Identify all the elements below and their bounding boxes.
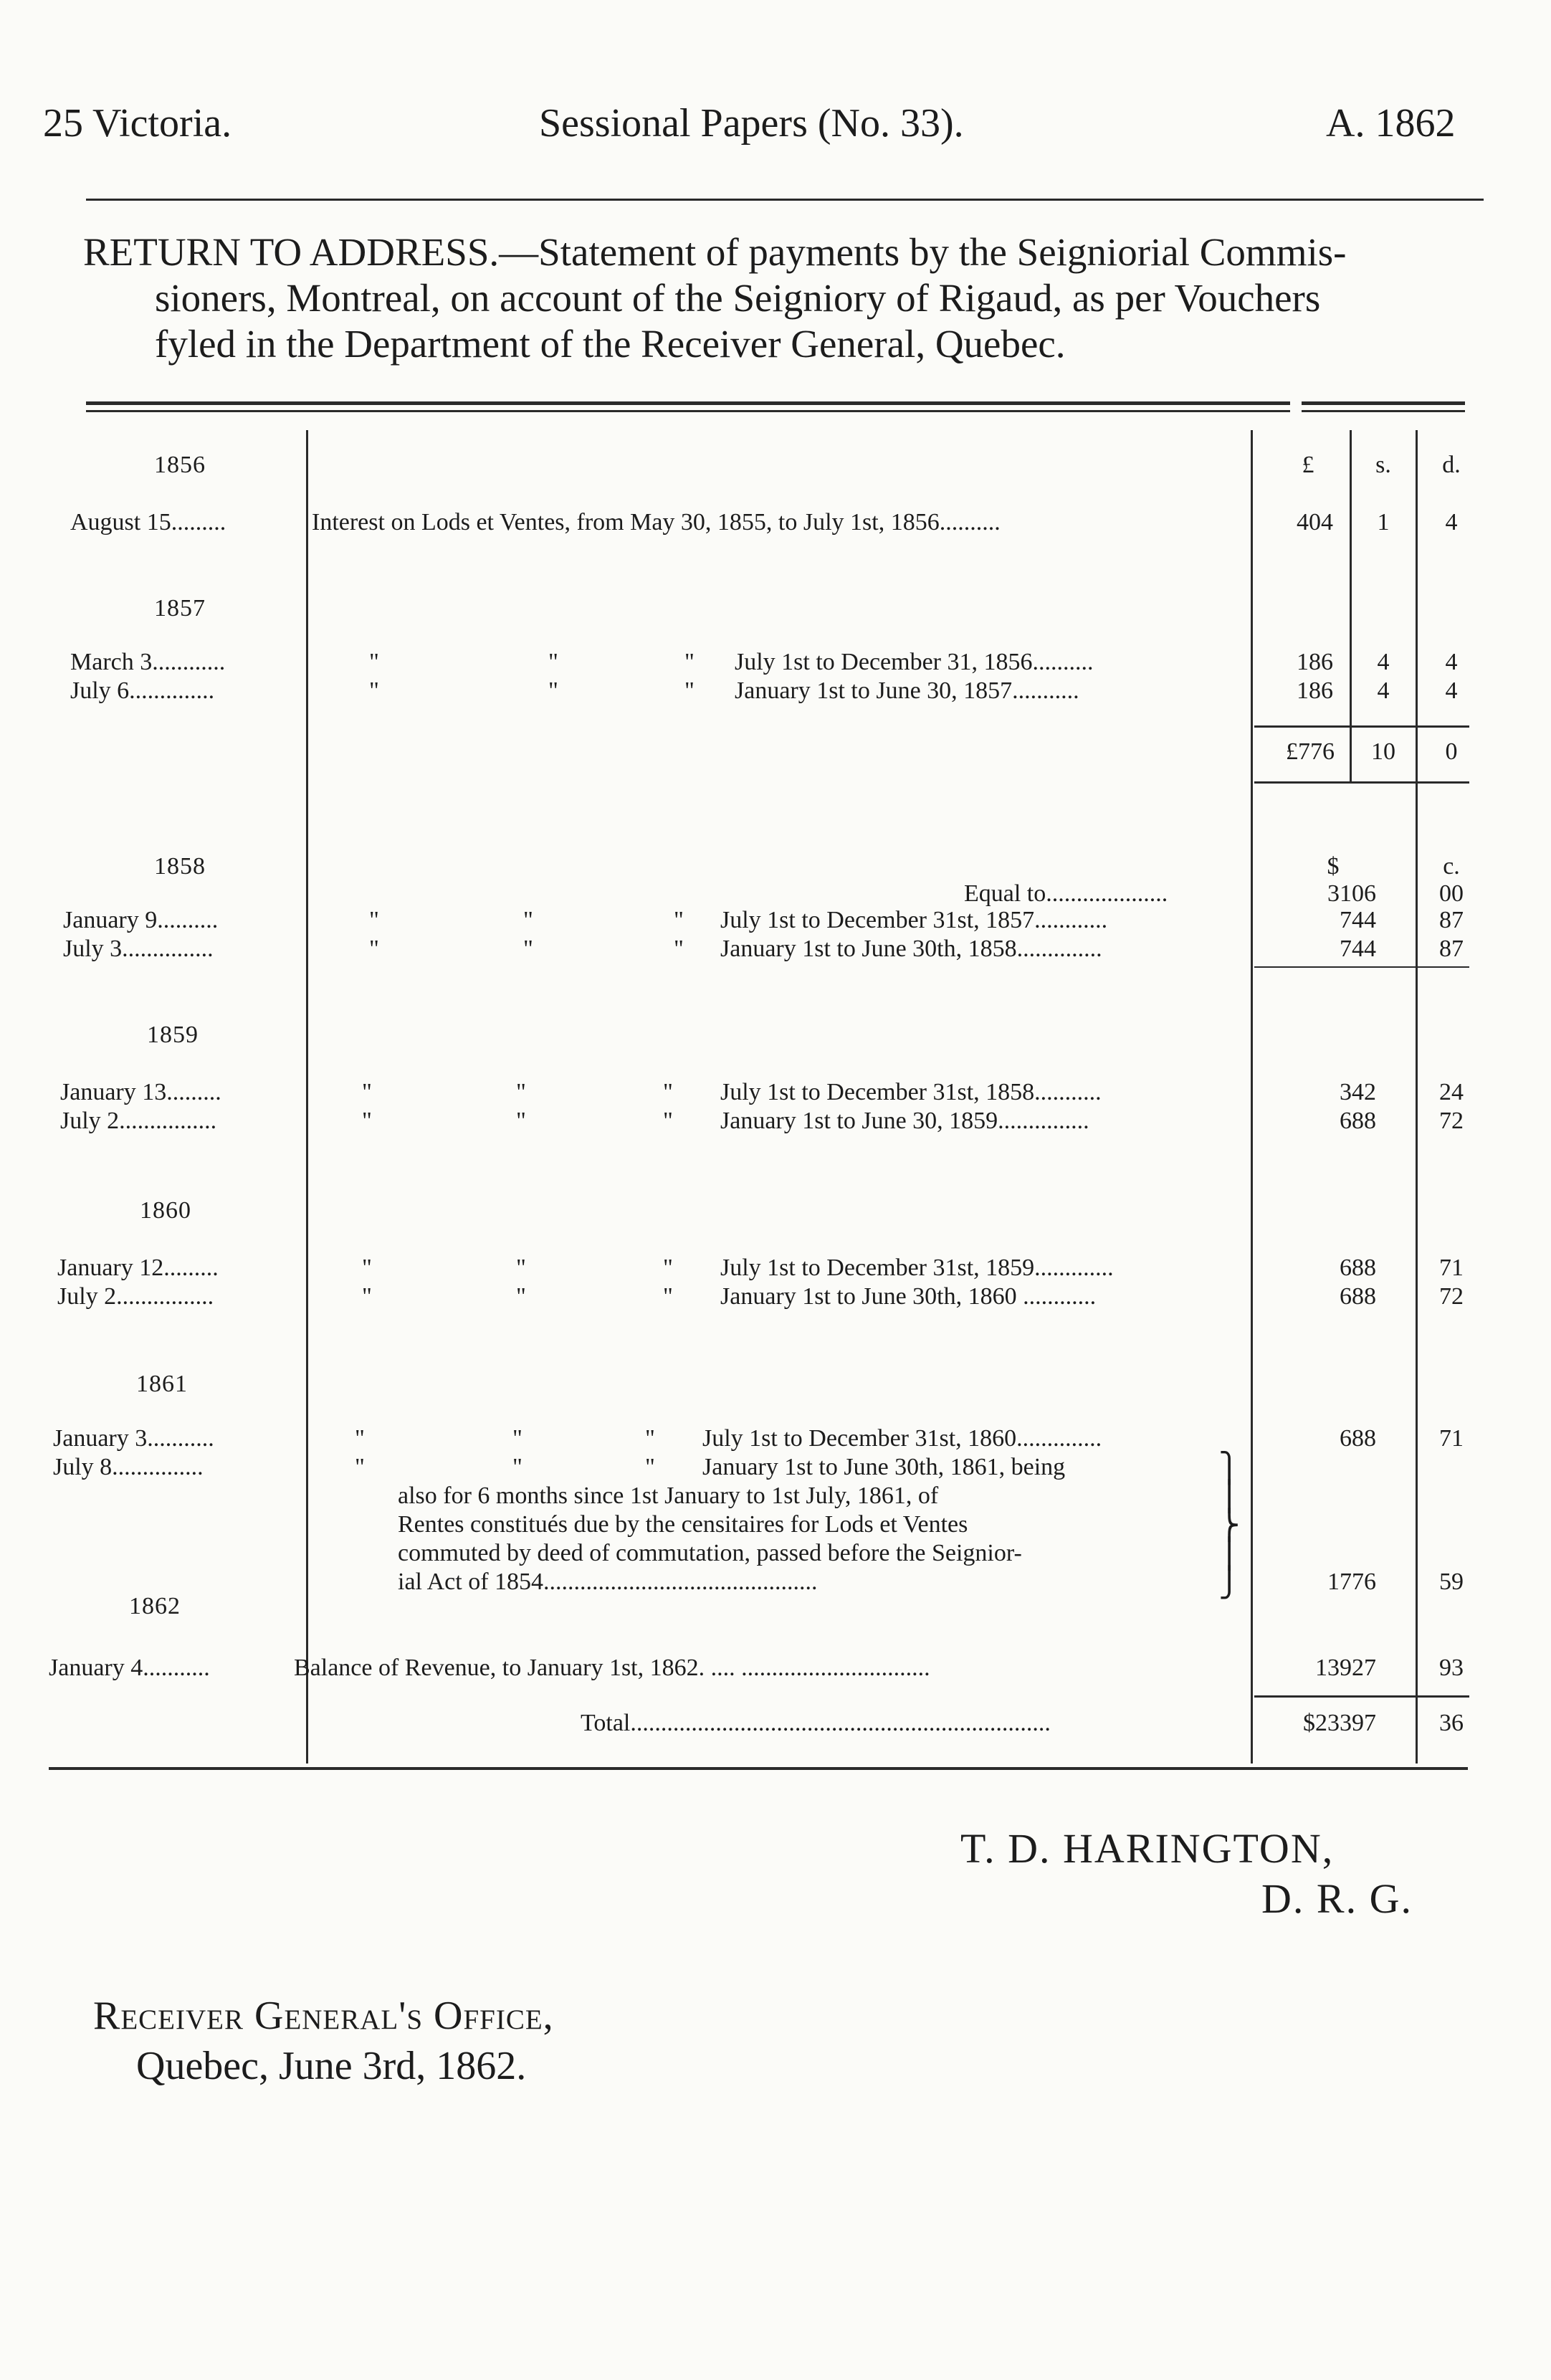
header-papers: Sessional Papers (No. 33). <box>539 101 964 146</box>
brace-mark: ⎫ ⎪ ⎬ ⎪ ⎭ <box>1218 1452 1240 1599</box>
row-description: July 1st to December 31st, 1858........... <box>720 1079 1102 1105</box>
dollars-value: 13927 <box>1315 1655 1376 1681</box>
pence-column-line <box>1416 430 1418 1763</box>
ditto-mark: " <box>663 1255 673 1281</box>
subtotal-shillings: 10 <box>1371 738 1395 765</box>
ditto-mark: " <box>512 1454 522 1480</box>
pence-value: 4 <box>1445 677 1458 704</box>
date-column-line <box>306 430 308 1763</box>
total-cents: 36 <box>1439 1710 1464 1736</box>
year-1862: 1862 <box>129 1593 181 1619</box>
total-dollars: $23397 <box>1303 1710 1376 1736</box>
row-date: January 12......... <box>57 1255 219 1281</box>
dollars-value: 688 <box>1340 1425 1376 1452</box>
ditto-mark: " <box>516 1108 526 1134</box>
pounds-value: 186 <box>1297 677 1333 704</box>
equal-to-label: Equal to.................... <box>964 880 1168 907</box>
row-date: July 8............... <box>53 1454 204 1480</box>
shillings-value: 4 <box>1377 649 1390 675</box>
ditto-mark: " <box>663 1079 673 1105</box>
row-description: July 1st to December 31st, 1860.............. <box>702 1425 1102 1452</box>
ditto-mark: " <box>516 1079 526 1105</box>
shillings-value: 1 <box>1377 509 1390 536</box>
row-date: January 13......... <box>60 1079 221 1105</box>
row-description: July 1st to December 31st, 1859............. <box>720 1255 1114 1281</box>
table-bottom-rule <box>49 1767 1468 1770</box>
ditto-mark: " <box>663 1283 673 1310</box>
office-date: Quebec, June 3rd, 1862. <box>136 2044 527 2088</box>
ditto-mark: " <box>674 907 684 933</box>
row-date: January 3........... <box>53 1425 214 1452</box>
cents-value: 93 <box>1439 1655 1464 1681</box>
row-date: July 3............... <box>63 936 214 962</box>
dollars-value: 688 <box>1340 1108 1376 1134</box>
table-top-rule-money <box>1302 401 1465 405</box>
ditto-mark: " <box>548 677 558 704</box>
row-date: August 15......... <box>70 509 226 536</box>
dollars-value: 744 <box>1340 907 1376 933</box>
ditto-mark: " <box>512 1425 522 1452</box>
ditto-mark: " <box>516 1283 526 1310</box>
row-date: March 3............ <box>70 649 226 675</box>
cents-value: 71 <box>1439 1425 1464 1452</box>
year-1859: 1859 <box>147 1022 199 1048</box>
title-line-3: fyled in the Department of the Receiver General, Quebec. <box>155 322 1066 366</box>
ditto-mark: " <box>684 649 695 675</box>
signatory-title: D. R. G. <box>1261 1875 1413 1922</box>
cents-value: 59 <box>1439 1569 1464 1595</box>
ditto-mark: " <box>674 936 684 962</box>
table-top-rule <box>86 401 1290 405</box>
row-description: January 1st to June 30, 1859............... <box>720 1108 1089 1134</box>
cents-value: 87 <box>1439 936 1464 962</box>
row-description: January 1st to June 30, 1857........... <box>735 677 1079 704</box>
pounds-header: £ <box>1302 452 1314 478</box>
ditto-mark: " <box>355 1425 365 1452</box>
ditto-mark: " <box>645 1425 655 1452</box>
amount-column-left-line <box>1251 430 1253 1763</box>
title-line-1: RETURN TO ADDRESS.—Statement of payments by the Seigniorial Commis- <box>83 230 1347 274</box>
year-1858: 1858 <box>154 853 206 880</box>
total-rule <box>1254 1695 1469 1698</box>
cents-value: 87 <box>1439 907 1464 933</box>
row-date: July 2................ <box>60 1108 217 1134</box>
pounds-value: 186 <box>1297 649 1333 675</box>
row-description: January 1st to June 30th, 1860 ............ <box>720 1283 1097 1310</box>
ditto-mark: " <box>355 1454 365 1480</box>
total-label: Total..................................................................... <box>581 1710 1051 1736</box>
ditto-mark: " <box>362 1283 372 1310</box>
row-description: January 1st to June 30th, 1858.............. <box>720 936 1102 962</box>
pence-value: 4 <box>1445 649 1458 675</box>
ditto-mark: " <box>645 1454 655 1480</box>
shillings-value: 4 <box>1377 677 1390 704</box>
row-date: July 2................ <box>57 1283 214 1310</box>
ditto-mark: " <box>369 907 379 933</box>
dollars-value: 342 <box>1340 1079 1376 1105</box>
row-date: January 4........... <box>49 1655 210 1681</box>
row-description-line: ial Act of 1854............................................. <box>398 1569 818 1595</box>
signatory-name: T. D. HARINGTON, <box>960 1825 1335 1872</box>
ditto-mark: " <box>362 1255 372 1281</box>
year-1856: 1856 <box>154 452 206 478</box>
pence-header: d. <box>1442 452 1461 478</box>
ditto-mark: " <box>369 677 379 704</box>
row-date: January 9.......... <box>63 907 219 933</box>
row-description: July 1st to December 31st, 1857............ <box>720 907 1108 933</box>
row-description: Balance of Revenue, to January 1st, 1862. .... ............................... <box>294 1655 930 1681</box>
cents-value: 72 <box>1439 1108 1464 1134</box>
dollars-value: 3106 <box>1327 880 1376 907</box>
title-line-2: sioners, Montreal, on account of the Seigniory of Rigaud, as per Vouchers <box>155 276 1321 320</box>
ditto-mark: " <box>523 907 533 933</box>
row-description-line: commuted by deed of commutation, passed before the Seignior- <box>398 1540 1022 1566</box>
pounds-value: 404 <box>1297 509 1333 536</box>
section-rule <box>1254 966 1469 968</box>
ditto-mark: " <box>516 1255 526 1281</box>
subtotal-pounds: £776 <box>1286 738 1335 765</box>
dollars-value: 688 <box>1340 1255 1376 1281</box>
header-rule <box>86 199 1484 201</box>
cents-value: 00 <box>1439 880 1464 907</box>
shillings-header: s. <box>1375 452 1391 478</box>
year-1860: 1860 <box>140 1197 191 1224</box>
pence-value: 4 <box>1445 509 1458 536</box>
ditto-mark: " <box>362 1108 372 1134</box>
dollars-value: 744 <box>1340 936 1376 962</box>
shillings-column-line <box>1350 430 1352 781</box>
year-1861: 1861 <box>136 1371 188 1397</box>
header-session: 25 Victoria. <box>43 101 232 146</box>
header-year: A. 1862 <box>1326 101 1456 146</box>
ditto-mark: " <box>362 1079 372 1105</box>
subtotal-rule <box>1254 725 1469 728</box>
cents-value: 24 <box>1439 1079 1464 1105</box>
dollars-header: $ <box>1327 853 1340 880</box>
ditto-mark: " <box>369 649 379 675</box>
ditto-mark: " <box>523 936 533 962</box>
row-description-line: Rentes constitués due by the censitaires for Lods et Ventes <box>398 1511 968 1538</box>
ditto-mark: " <box>663 1108 673 1134</box>
subtotal-bottom-rule <box>1254 781 1469 784</box>
ditto-mark: " <box>548 649 558 675</box>
cents-value: 71 <box>1439 1255 1464 1281</box>
ditto-mark: " <box>369 936 379 962</box>
subtotal-pence: 0 <box>1445 738 1458 765</box>
row-date: July 6.............. <box>70 677 215 704</box>
row-description-line: also for 6 months since 1st January to 1st July, 1861, of <box>398 1482 939 1509</box>
dollars-value: 688 <box>1340 1283 1376 1310</box>
row-description-line: January 1st to June 30th, 1861, being <box>702 1454 1066 1480</box>
row-description: July 1st to December 31, 1856.......... <box>735 649 1094 675</box>
dollars-value: 1776 <box>1327 1569 1376 1595</box>
return-title <box>83 229 1495 367</box>
table-top-rule-2 <box>86 410 1290 412</box>
row-description: Interest on Lods et Ventes, from May 30, 1855, to July 1st, 1856.......... <box>312 509 1001 536</box>
year-1857: 1857 <box>154 595 206 622</box>
cents-header: c. <box>1443 853 1460 880</box>
ditto-mark: " <box>684 677 695 704</box>
cents-value: 72 <box>1439 1283 1464 1310</box>
office-name: Receiver General's Office, <box>93 1994 554 2038</box>
table-top-rule-money-2 <box>1302 410 1465 412</box>
